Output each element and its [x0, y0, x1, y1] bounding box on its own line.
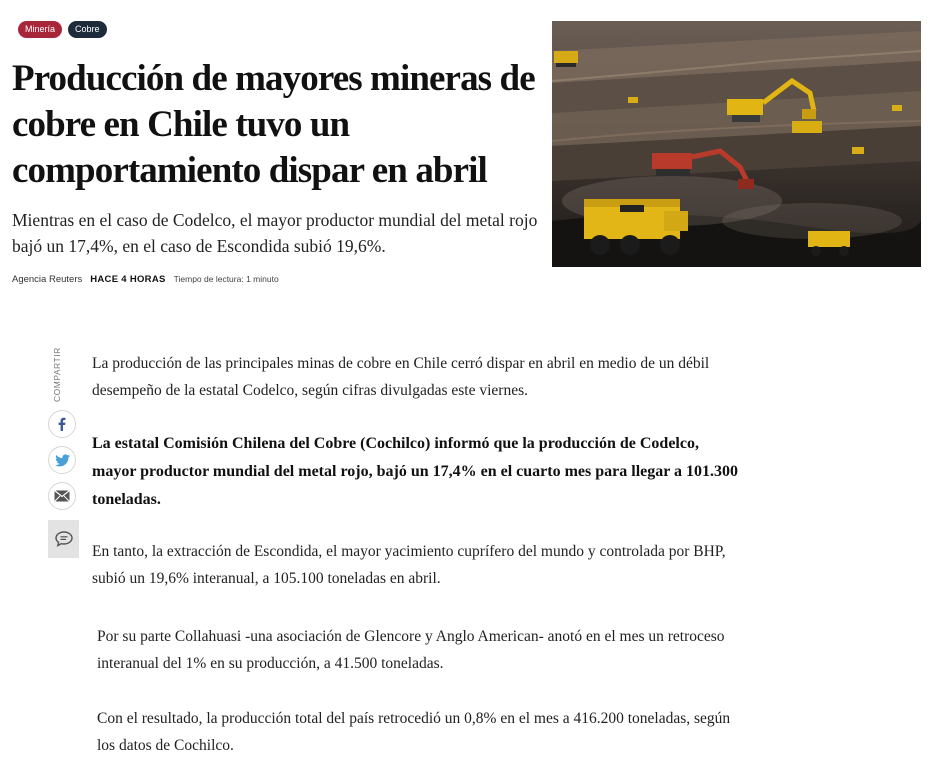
article-paragraph-bold: La estatal Comisión Chilena del Cobre (Cochilco) informó que la producción de Codelco, mayor productor mundial del metal rojo, bajó un 17,4% en el cuarto mes para llegar a 101.300 toneladas. [92, 435, 739, 508]
tag-cobre[interactable]: Cobre [68, 21, 107, 38]
tag-list [18, 21, 107, 38]
article-dek: Mientras en el caso de Codelco, el mayor productor mundial del metal rojo bajó un 17,4%, en el caso de Escondida subió 19,6%. [12, 210, 538, 256]
byline-reading-time: Tiempo de lectura: 1 minuto [173, 274, 279, 284]
twitter-share-button[interactable] [48, 446, 76, 474]
facebook-icon [55, 417, 69, 431]
article-paragraph: Por su parte Collahuasi -una asociación de Glencore y Anglo American- anotó en el mes un retroceso interanual del 1% en su producción, a 41.500 toneladas. [97, 628, 725, 672]
comments-button[interactable] [48, 520, 79, 558]
byline-agency[interactable]: Agencia Reuters [12, 274, 83, 285]
article-headline: Producción de mayores mineras de cobre en Chile tuvo un comportamiento dispar en abril [12, 58, 535, 191]
tag-mineria[interactable]: Minería [18, 21, 62, 38]
facebook-share-button[interactable] [48, 410, 76, 438]
mail-icon [54, 490, 70, 502]
hero-image [552, 21, 921, 267]
share-label: COMPARTIR [52, 347, 62, 402]
mining-photo [552, 21, 921, 267]
article-paragraph: En tanto, la extracción de Escondida, el mayor yacimiento cuprífero del mundo y controlada por BHP, subió un 19,6% interanual, a 105.100 toneladas en abril. [92, 543, 726, 587]
article-paragraph: Con el resultado, la producción total del país retrocedió un 0,8% en el mes a 416.200 toneladas, según los datos de Cochilco. [97, 710, 731, 754]
comments-icon [55, 531, 73, 547]
twitter-icon [55, 454, 70, 467]
article-paragraph: La producción de las principales minas de cobre en Chile cerró dispar en abril en medio de un débil desempeño de la estatal Codelco, según cifras divulgadas este viernes. [92, 355, 710, 399]
email-share-button[interactable] [48, 482, 76, 510]
byline [12, 274, 279, 285]
byline-time: HACE 4 HORAS [90, 274, 166, 285]
